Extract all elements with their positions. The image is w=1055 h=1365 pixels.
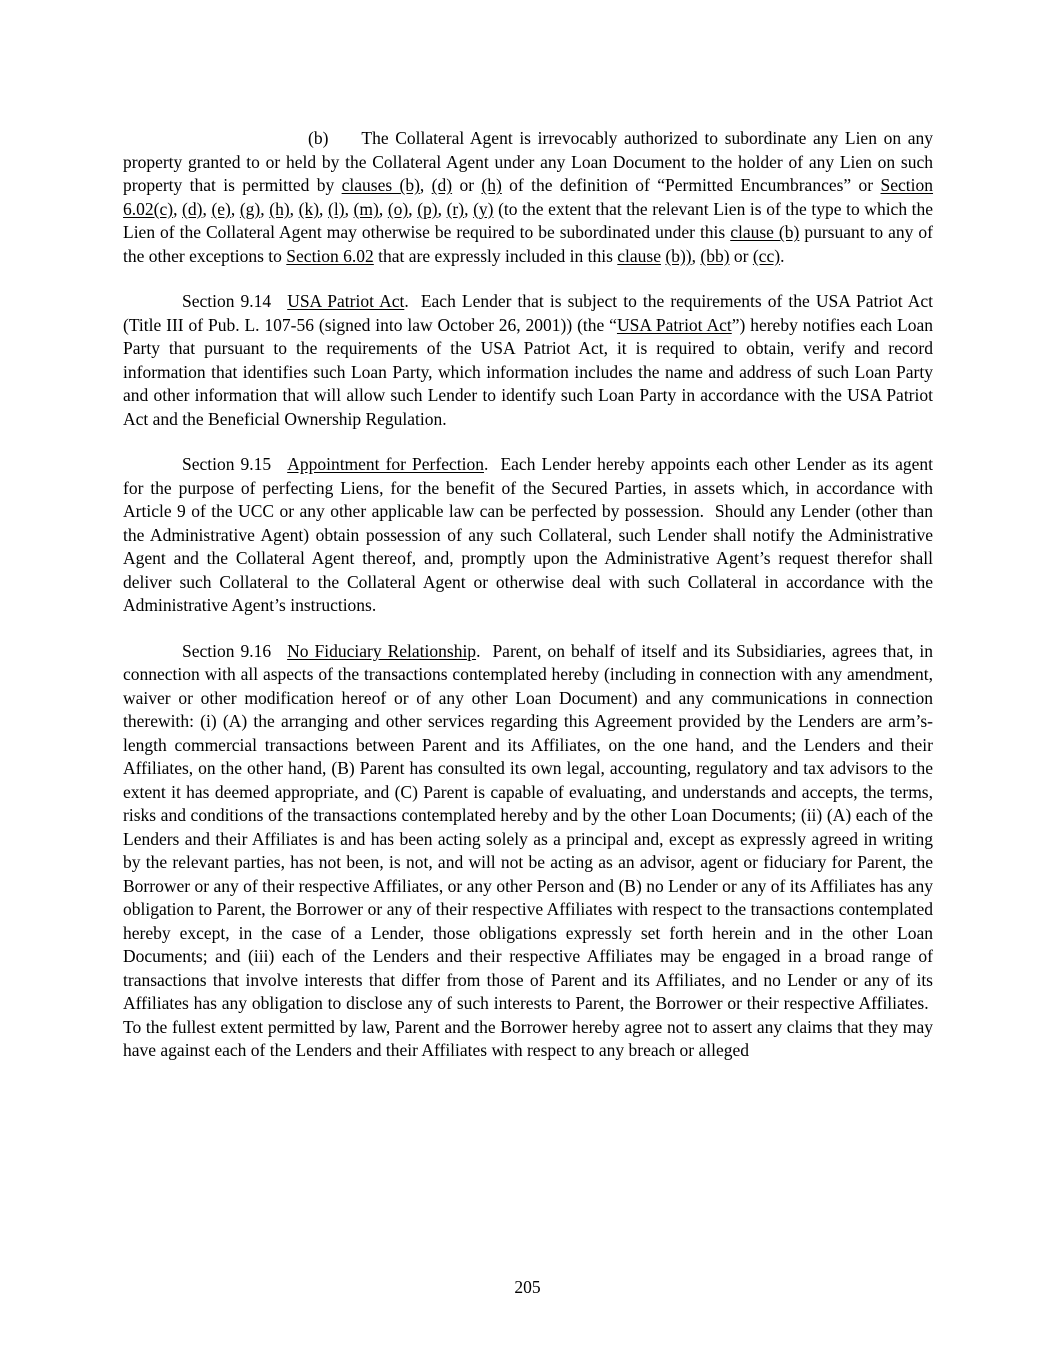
section-9-16-paragraph [123, 640, 933, 1063]
underlined-text: (h) [269, 198, 290, 219]
text-run: , [319, 198, 329, 219]
underlined-text: (e) [211, 198, 231, 219]
underlined-text: (r) [446, 198, 465, 219]
text-run: , [344, 198, 354, 219]
text-run: . Each Lender hereby appoints each other Lender as its agent for the purpose of perfecting Liens, for the benefit of the Secured Parties, in assets which, in accordance with Article 9 of the UCC or any other applicable law can be perfected by possession. Should any Lender (other than the Administrative Agent) obtain possession of any such Collateral, such Lender shall notify the Administrative Agent and the Collateral Agent thereof, and, promptly upon the Administrative Agent’s request therefor shall deliver such Collateral to the Collateral Agent or otherwise deal with such Collateral in accordance with the Administrative Agent’s instructions. [123, 454, 933, 615]
text-run: , [419, 175, 432, 195]
underlined-text: (p) [417, 198, 438, 219]
text-run: . [780, 245, 785, 266]
underlined-text: (l) [328, 198, 345, 219]
underlined-text: Appointment for Perfection [287, 454, 484, 474]
text-run: , [464, 198, 474, 219]
underlined-text: clauses (b) [341, 175, 420, 195]
text-run: Section 9.15 [182, 454, 272, 474]
underlined-text: (k) [298, 198, 320, 219]
text-run: , [260, 198, 270, 219]
text-run: , [289, 198, 299, 219]
underlined-text: clause [617, 245, 662, 266]
underlined-text: (m) [353, 198, 379, 219]
text-run: . Each Lender that is subject to the requirements of the USA Patriot Act (Title III of Pub. L. 107-56 (signed into law October 26, 2001)) (the “ [123, 291, 933, 335]
underlined-text: (h) [481, 175, 502, 195]
underlined-text: No Fiduciary Relationship [287, 640, 477, 661]
text-run: , [378, 198, 388, 219]
underlined-text: (o) [387, 198, 409, 219]
underlined-text: (y) [473, 198, 494, 219]
underlined-text: USA Patriot Act [287, 291, 405, 311]
section-9-15-paragraph [123, 453, 933, 618]
underlined-text: (g) [239, 198, 261, 219]
page-footer [0, 1276, 1055, 1300]
underlined-text: (b)) [665, 245, 692, 266]
underlined-text: (d) [182, 198, 203, 219]
section-9-14-paragraph [123, 290, 933, 431]
text-run: . Parent, on behalf of itself and its Subsidiaries, agrees that, in connection with all aspects of the transactions contemplated hereby (including in connection with any amendment, waiver or other modification hereof or of any other Loan Document) and any communications in connection therewith: (i) (A) the arranging and other services regarding this Agreement provided by the Lenders are arm’s-length commercial transactions between Parent and its Affiliates, on the one hand, and the Lenders and their Affiliates, on the other hand, (B) Parent has consulted its own legal, accounting, regulatory and tax advisors to the extent it has deemed appropriate, and (C) Parent is capable of evaluating, and understands and accepts, the terms, risks and conditions of the transactions contemplated hereby and by the other Loan Documents; (ii) (A) each of the Lenders and their Affiliates is and has been acting solely as a principal and, except as expressly agreed in writing by the relevant parties, has not been, is not, and will not be acting as an advisor, agent or fiduciary for Parent, the Borrower or any of their respective Affiliates, or any other Person and (B) no Lender or any of its Affiliates has any obligation to Parent, the Borrower or any of their respective Affiliates with respect to the transactions contemplated hereby except, in the case of a Lender, those obligations expressly set forth herein and in the other Loan Documents; and (iii) each of the Lenders and their respective Affiliates may be engaged in a broad range of transactions that involve interests that differ from those of Parent and its Affiliates, and no Lender or any of its Affiliates has any obligation to disclose any of such interests to Parent, the Borrower or their respective Affiliates. To the fullest extent permitted by law, Parent and the Borrower hereby agree not to assert any claims that they may have against each of the Lenders and their Affiliates with respect to any breach or alleged [123, 640, 933, 1060]
underlined-text: Section 6.02 [286, 245, 374, 266]
clause-b-paragraph [123, 127, 933, 268]
text-run: , [691, 245, 701, 266]
text-run: or [729, 245, 753, 266]
text-run: or [452, 175, 482, 195]
underlined-text: Section 6.02(c) [123, 175, 934, 219]
text-run: , [202, 198, 212, 219]
text-run: , [173, 198, 183, 219]
text-run: The Collateral Agent is irrevocably authorized to subordinate any Lien on any property granted to or held by the Collateral Agent under any Loan Document to the holder of any Lien on such property that is permitted by [123, 128, 933, 195]
text-run: of the definition of “Permitted Encumbrances” or [501, 175, 881, 195]
text-run: (b) [308, 128, 329, 148]
page-number: 205 [514, 1277, 541, 1297]
underlined-text: (cc) [752, 245, 781, 266]
text-run: , [230, 198, 240, 219]
text-run: (to the extent that the relevant Lien is of the type to which the Lien of the Collateral Agent may otherwise be required to be subordinated under this [123, 198, 934, 242]
text-run: Section 9.14 [182, 291, 272, 311]
document-body [123, 127, 933, 1085]
underlined-text: clause (b) [730, 222, 800, 242]
text-run: Section 9.16 [182, 640, 272, 661]
underlined-text: USA Patriot Act [616, 314, 732, 335]
text-run: , [408, 198, 418, 219]
text-run: that are expressly included in this [373, 245, 618, 266]
text-run: , [437, 198, 447, 219]
text-run: pursuant to any of the other exceptions to [123, 222, 933, 266]
underlined-text: (d) [431, 175, 453, 195]
underlined-text: (bb) [700, 245, 730, 266]
text-run: ”) hereby notifies each Loan Party that pursuant to the requirements of the USA Patriot Act, it is required to obtain, verify and record information that identifies such Loan Party, which information includes the name and address of such Loan Party and other information that will allow such Lender to identify such Loan Party in accordance with the USA Patriot Act and the Beneficial Ownership Regulation. [123, 314, 933, 429]
